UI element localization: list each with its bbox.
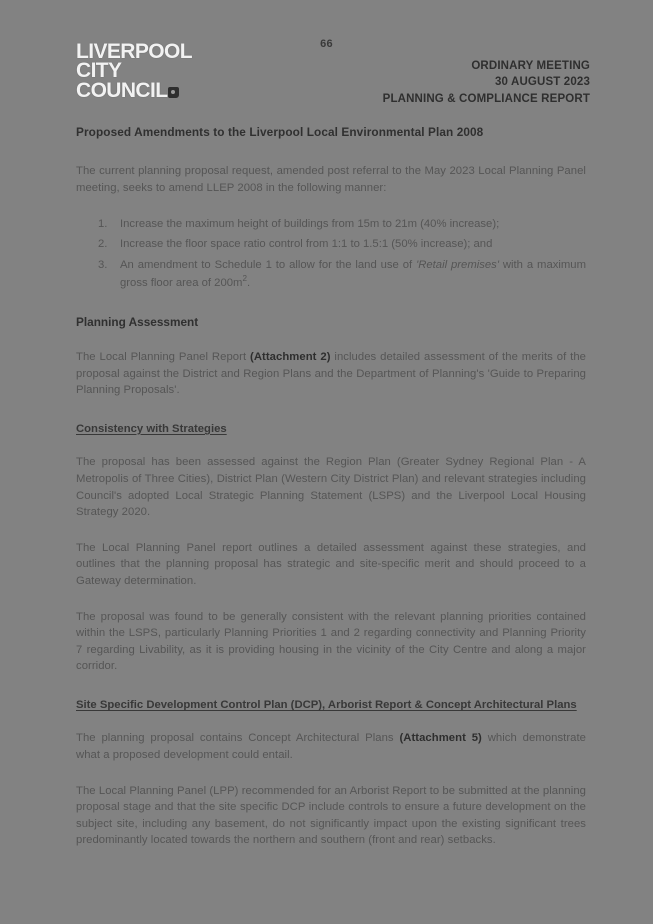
list-item — [120, 236, 586, 253]
amendment-2-text: Increase the floor space ratio control from 1:1 to 1.5:1 (50% increase); and — [120, 238, 493, 251]
page-header — [0, 0, 653, 118]
list-item — [120, 216, 586, 233]
subheading-consistency-with-strategies: Consistency with Strategies — [76, 422, 227, 435]
list-item — [120, 257, 586, 292]
logo-line-city: CITY — [76, 59, 122, 83]
logo-line-council — [76, 78, 179, 102]
amendment-3-italic: 'Retail premises' — [416, 258, 499, 271]
council-crest-icon — [168, 87, 179, 98]
dcp-attachment-reference: (Attachment 5) — [399, 732, 482, 745]
logo-council-text: COUNCIL — [76, 78, 168, 102]
subheading-site-specific-dcp: Site Specific Development Control Plan (DCP), Arborist Report & Concept Architectural Plans — [76, 698, 577, 711]
consistency-paragraph-3: The proposal was found to be generally consistent with the relevant planning priorities contained within the LSPS, particularly Planning Priorities 1 and 2 regarding connectivity and Planning Priority 7 regarding Livability, as it is providing housing in the vicinity of the City Centre and along a major corridor. — [76, 610, 586, 673]
liverpool-city-council-logo — [76, 42, 192, 100]
intro-paragraph: The current planning proposal request, amended post referral to the May 2023 Local Planning Panel meeting, seeks to amend LLEP 2008 in the following manner: — [76, 165, 586, 194]
consistency-paragraph-1: The proposal has been assessed against the Region Plan (Greater Sydney Regional Plan - A Metropolis of Three Cities), District Plan (Western City District Plan) and relevant strategies including Council's adopted Local Strategic Planning Statement (LSPS) and the Liverpool Local Housing Strategy 2020. — [76, 456, 586, 519]
document-title: Proposed Amendments to the Liverpool Local Environmental Plan 2008 — [76, 125, 484, 139]
header-report-name: PLANNING & COMPLIANCE REPORT — [382, 92, 590, 105]
pa-attachment-reference: (Attachment 2) — [250, 350, 331, 363]
dcp-paragraph-2: The Local Planning Panel (LPP) recommended for an Arborist Report to be submitted at the planning proposal stage and that the site specific DCP include controls to ensure a future development on the subject site, including any basement, do not significantly impact upon the existing significant trees predominantly located towards the northern and southern (front and rear) setbacks. — [76, 784, 586, 847]
logo-line-liverpool: LIVERPOOL — [76, 40, 192, 63]
page-number: 66 — [320, 38, 333, 50]
dcp-text-part1: The planning proposal contains Concept Architectural Plans — [76, 732, 400, 745]
amendment-3-text-before: An amendment to Schedule 1 to allow for the land use of — [120, 258, 417, 271]
document-body — [76, 124, 586, 868]
amendment-3-text-after: with a maximum gross floor area of $200m^2$. — [120, 258, 586, 290]
header-meeting-details — [383, 58, 590, 107]
section-heading-planning-assessment: Planning Assessment — [76, 314, 199, 329]
amendments-list — [76, 216, 586, 292]
header-meeting-date: 30 AUGUST 2023 — [495, 76, 590, 89]
header-meeting-type: ORDINARY MEETING — [471, 60, 590, 72]
pa-text-part2: includes detailed assessment of the merits of the proposal against the District and Region Plans and the Department of Planning's 'Guide to Preparing Planning Proposals'. — [76, 350, 586, 397]
consistency-paragraph-2: The Local Planning Panel report outlines a detailed assessment against these strategies, and outlines that the planning proposal has strategic and site-specific merit and should proceed to a Gateway determination. — [76, 541, 586, 587]
pa-text-part1: The Local Planning Panel Report — [76, 350, 251, 363]
planning-assessment-paragraph — [76, 349, 586, 399]
dcp-paragraph-1 — [76, 730, 586, 763]
dcp-text-part2: which demonstrate what a proposed development could entail. — [76, 732, 586, 762]
amendment-1-text: Increase the maximum height of buildings from 15m to 21m (40% increase); — [120, 217, 500, 230]
